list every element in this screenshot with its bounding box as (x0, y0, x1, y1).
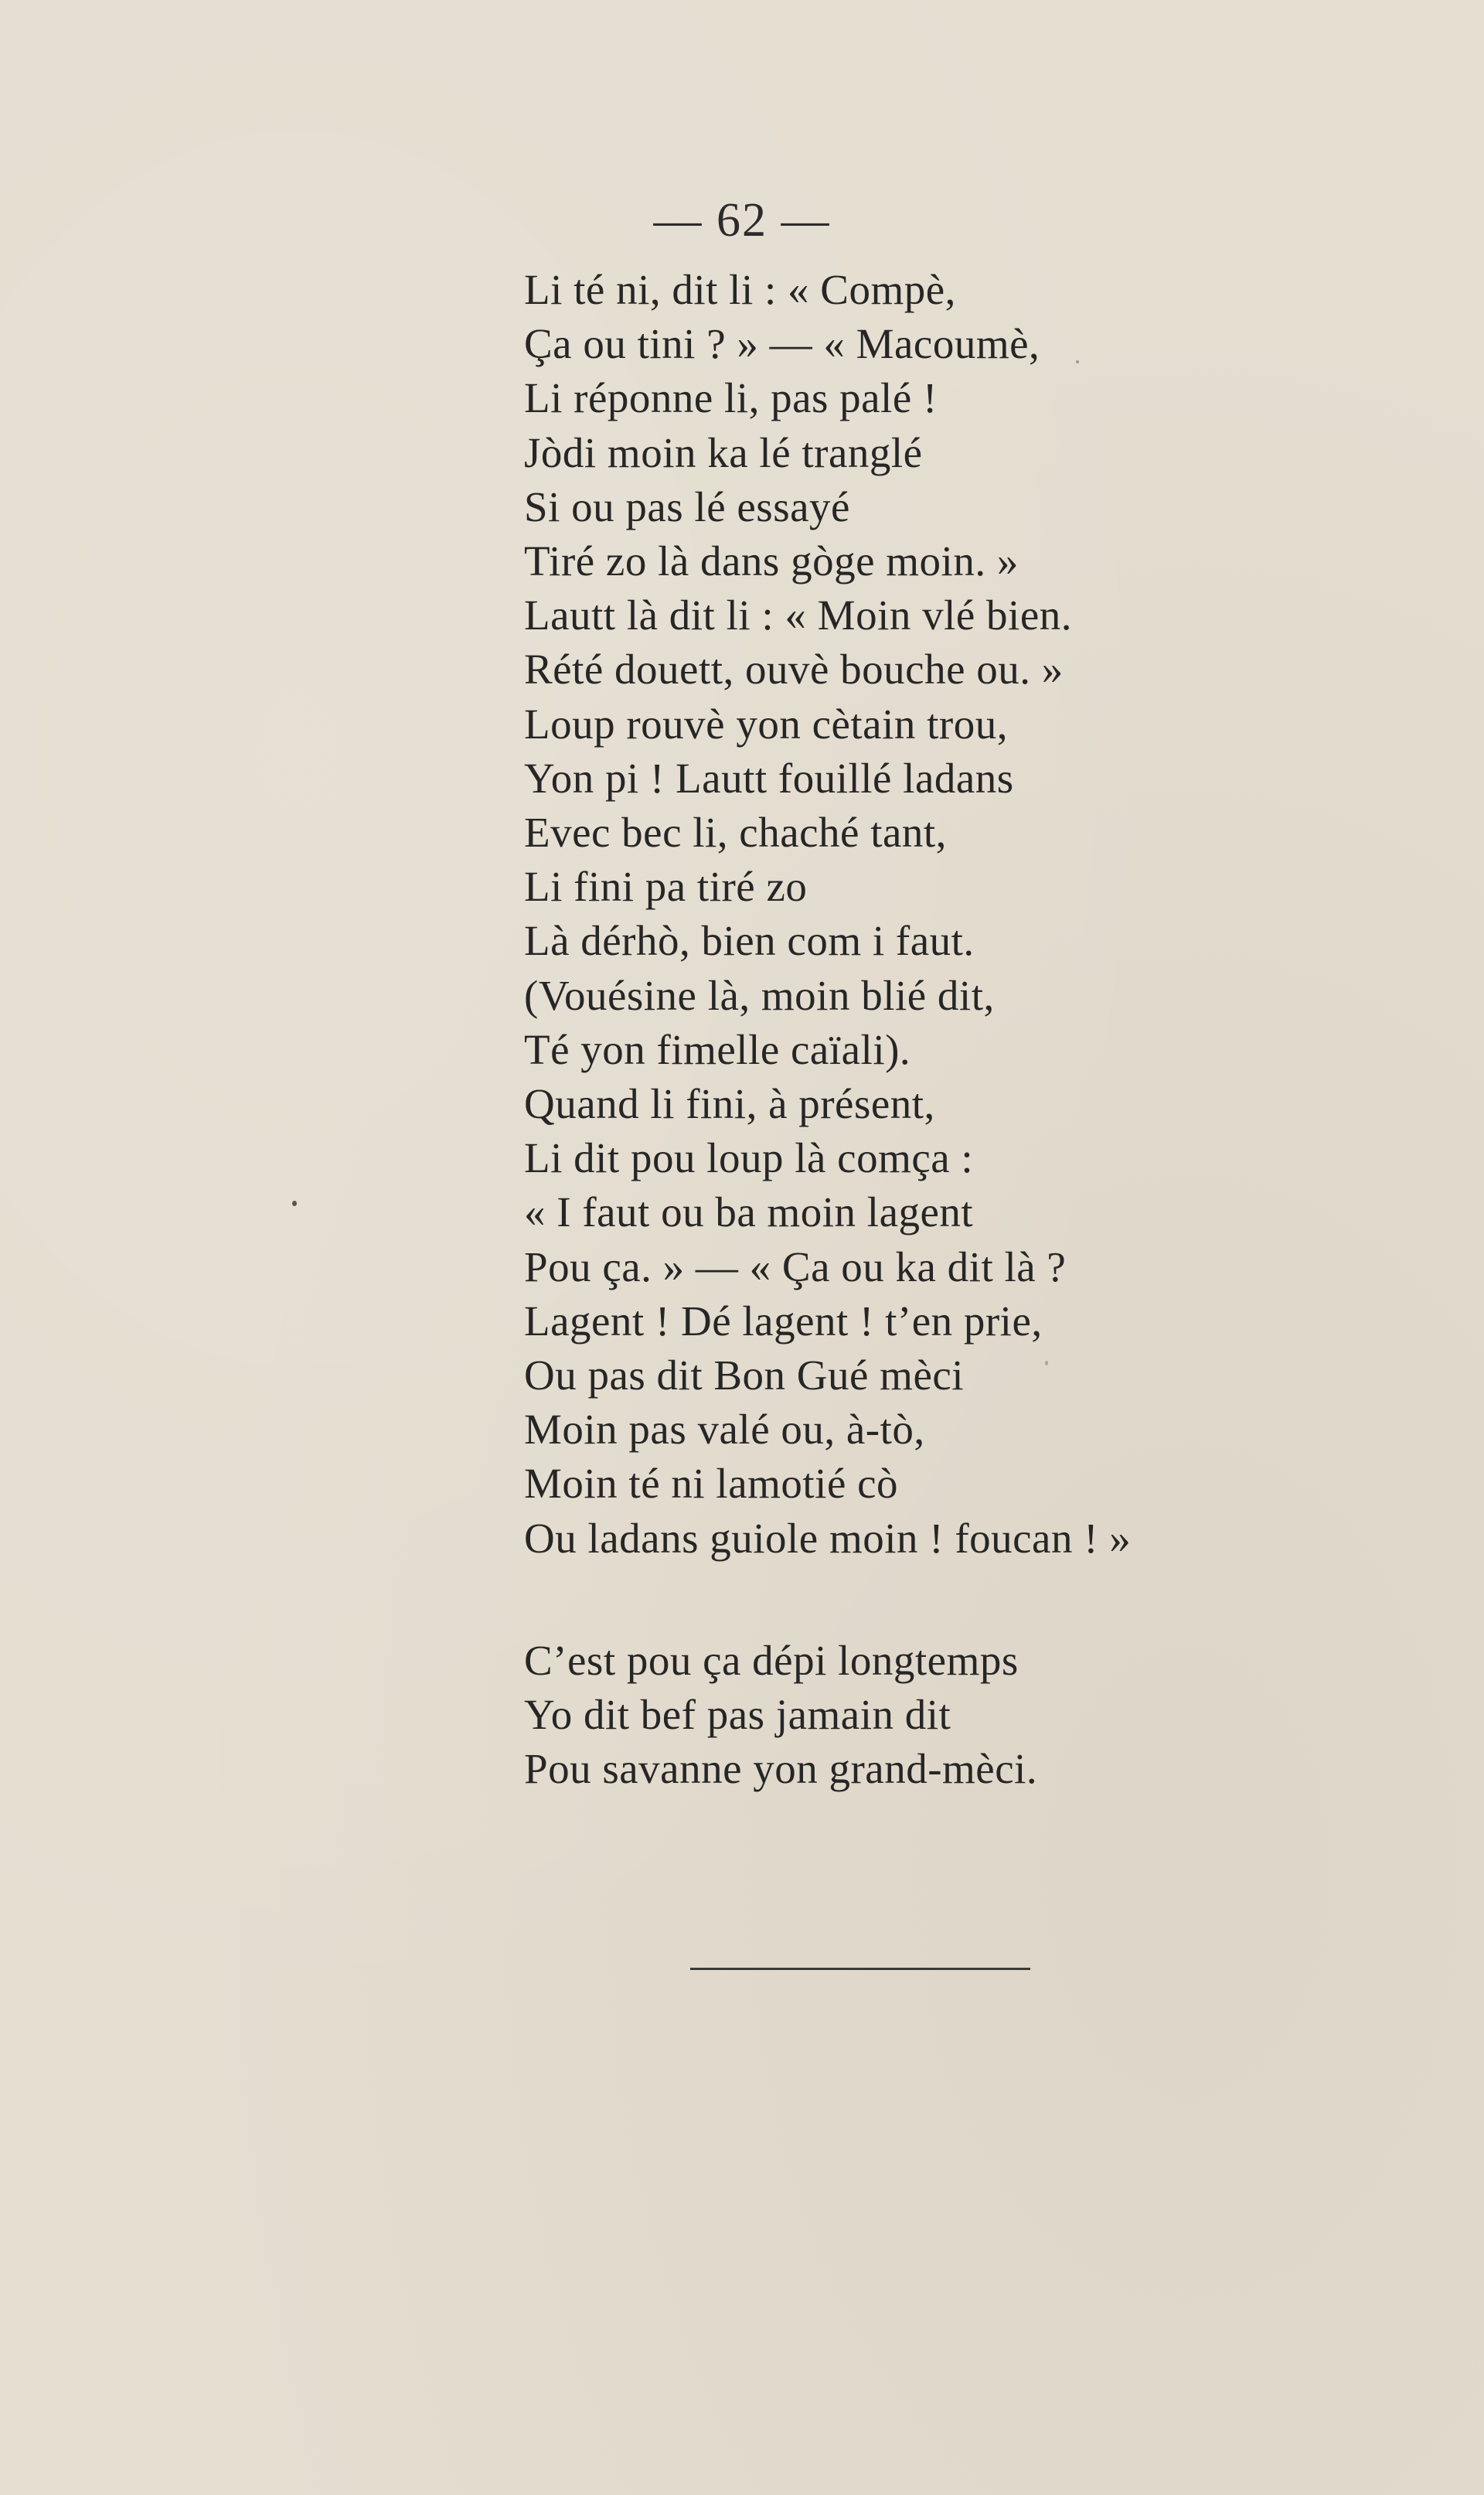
stanza-2 (524, 1634, 1374, 1797)
poem-line: Té yon fimelle caïali). (524, 1025, 911, 1073)
poem-line: Loup rouvè yon cètain trou, (524, 700, 1008, 748)
poem-line: Yon pi ! Lautt fouillé ladans (524, 754, 1014, 802)
page-number: — 62 — (653, 194, 831, 247)
poem-line: Si ou pas lé essayé (524, 482, 850, 530)
poem-line: Jòdi moin ka lé tranglé (524, 428, 923, 476)
paper-speck (292, 1201, 297, 1206)
poem-line: Moin pas valé ou, à-tò, (524, 1406, 925, 1454)
poem-line: Ça ou tini ? » — « Macoumè, (524, 320, 1040, 368)
poem-line: (Vouésine là, moin blié dit, (524, 971, 995, 1019)
poem-line: Li réponne li, pas palé ! (524, 374, 938, 422)
poem-text (524, 263, 1374, 1796)
poem-line: Yo dit bef pas jamain dit (524, 1691, 951, 1739)
poem-line: Li fini pa tiré zo (524, 863, 808, 911)
paper-speck (1076, 360, 1079, 363)
poem-line: Ou pas dit Bon Gué mèci (524, 1351, 965, 1399)
poem-line: Pou savanne yon grand-mèci. (524, 1745, 1038, 1793)
poem-line: Là dérhò, bien com i faut. (524, 917, 975, 965)
stanza-1 (524, 263, 1374, 1566)
poem-line: Li té ni, dit li : « Compè, (524, 266, 956, 313)
poem-line: Evec bec li, chaché tant, (524, 809, 947, 857)
poem-line: Ou ladans guiole moin ! foucan ! » (524, 1514, 1132, 1562)
poem-line: Lautt là dit li : « Moin vlé bien. (524, 591, 1072, 639)
poem-line: Quand li fini, à présent, (524, 1080, 935, 1128)
poem-line: Li dit pou loup là comça : (524, 1134, 974, 1182)
poem-line: Tiré zo là dans gòge moin. » (524, 537, 1019, 585)
poem-line: Moin té ni lamotié cò (524, 1460, 899, 1508)
end-rule-divider (690, 1968, 1030, 1970)
poem-line: C’est pou ça dépi longtemps (524, 1636, 1019, 1684)
poem-line: Pou ça. » — « Ça ou ka dit là ? (524, 1242, 1067, 1290)
poem-line: « I faut ou ba moin lagent (524, 1188, 974, 1236)
paper-speck (1045, 1361, 1048, 1365)
poem-line: Lagent ! Dé lagent ! t’en prie, (524, 1297, 1043, 1345)
poem-line: Rété douett, ouvè bouche ou. » (524, 646, 1064, 694)
